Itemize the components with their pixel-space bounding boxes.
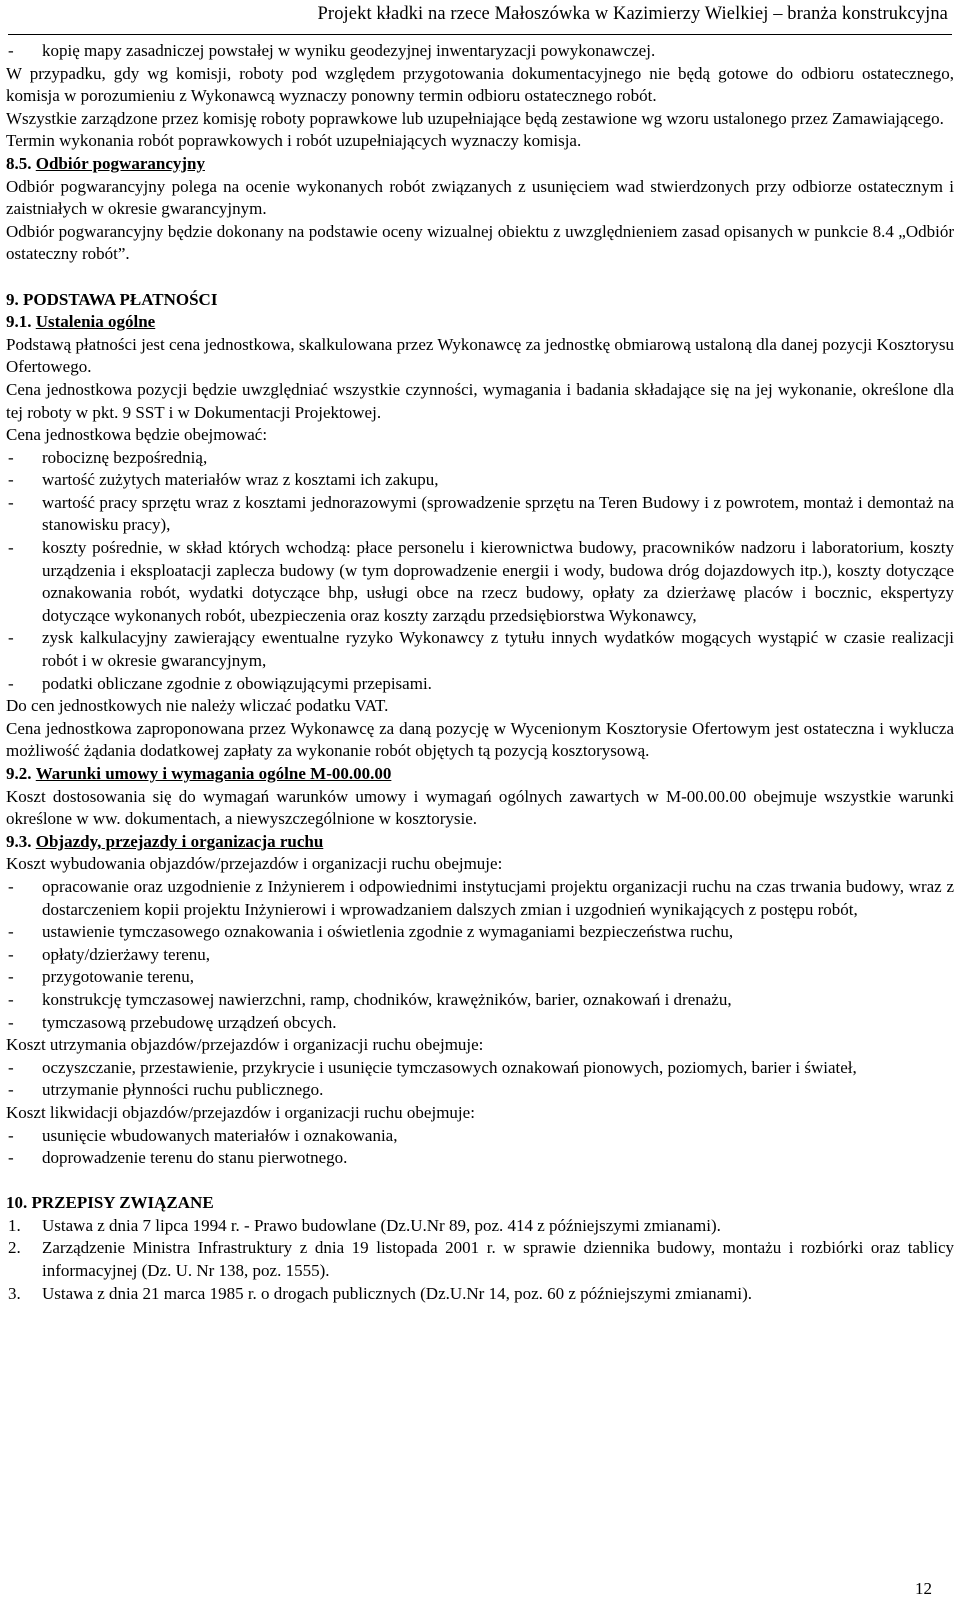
paragraph: Termin wykonania robót poprawkowych i robót uzupełniających wyznaczy komisja. — [6, 131, 582, 151]
list-item-text: tymczasową przebudowę urządzeń obcych. — [42, 1012, 337, 1032]
numbered-item — [6, 1283, 954, 1306]
section-title: Objazdy, przejazdy i organizacja ruchu — [35, 831, 324, 851]
paragraph: Odbiór pogwarancyjny polega na ocenie wykonanych robót związanych z usunięciem wad stwierdzonych przy odbiorze ostatecznym i zaistniałych w okresie gwarancyjnym. — [6, 176, 954, 219]
bullet-marker: - — [8, 1057, 14, 1077]
list-item — [6, 966, 954, 989]
paragraph: Koszt utrzymania objazdów/przejazdów i organizacji ruchu obejmuje: — [6, 1035, 484, 1055]
numbered-item — [6, 1215, 954, 1238]
list-item — [6, 469, 954, 492]
list-item — [6, 876, 954, 921]
page-number: 12 — [915, 1579, 932, 1598]
list-item-text: wartość pracy sprzętu wraz z kosztami jednorazowymi (sprowadzenie sprzętu na Teren Budowy i z powrotem, montaż i demontaż na stanowisku pracy), — [42, 492, 954, 535]
paragraph: Podstawą płatności jest cena jednostkowa, skalkulowana przez Wykonawcę za jednostkę obmiarową ustaloną dla danej pozycji Kosztorysu Ofertowego. — [6, 334, 954, 377]
item-text: Zarządzenie Ministra Infrastruktury z dnia 19 listopada 2001 r. w sprawie dziennika budowy, montażu i rozbiórki oraz tablicy informacyjnej (Dz. U. Nr 138, poz. 1555). — [42, 1238, 954, 1281]
section-heading-9-1 — [6, 311, 954, 334]
paragraph: Cena jednostkowa zaproponowana przez Wykonawcę za daną pozycję w Wycenionym Kosztorysie Ofertowym jest ostateczna i wyklucza możliwość żądania dodatkowej zapłaty za wykonanie robót objętych tą pozycją kosztorysową. — [6, 718, 954, 761]
list-item — [6, 492, 954, 537]
header-title: Projekt kładki na rzece Małoszówka w Kazimierzy Wielkiej – branża konstrukcyjna — [317, 4, 948, 24]
bullet-marker: - — [8, 673, 14, 693]
bullet-marker: - — [8, 538, 14, 558]
list-item-text: wartość zużytych materiałów wraz z kosztami ich zakupu, — [42, 470, 439, 490]
item-text: Ustawa z dnia 7 lipca 1994 r. - Prawo budowlane (Dz.U.Nr 89, poz. 414 z późniejszymi zmianami). — [42, 1215, 721, 1235]
list-item — [6, 1079, 954, 1102]
page-header — [8, 0, 952, 35]
paragraph: Koszt likwidacji objazdów/przejazdów i organizacji ruchu obejmuje: — [6, 1102, 475, 1122]
item-number: 3. — [8, 1283, 21, 1303]
list-item — [6, 944, 954, 967]
list-item — [6, 989, 954, 1012]
item-text: Ustawa z dnia 21 marca 1985 r. o drogach publicznych (Dz.U.Nr 14, poz. 60 z późniejszymi zmianami). — [42, 1283, 752, 1303]
bullet-marker: - — [8, 1012, 14, 1032]
list-item-text: kopię mapy zasadniczej powstałej w wyniku geodezyjnej inwentaryzacji powykonawczej. — [42, 41, 656, 60]
paragraph: Cena jednostkowa będzie obejmować: — [6, 425, 268, 445]
paragraph: Cena jednostkowa pozycji będzie uwzględniać wszystkie czynności, wymagania i badania składające się na jej wykonanie, określone dla tej roboty w pkt. 9 SST i w Dokumentacji Projektowej. — [6, 379, 954, 422]
list-item — [6, 1147, 954, 1170]
paragraph: Koszt wybudowania objazdów/przejazdów i organizacji ruchu obejmuje: — [6, 854, 503, 874]
list-item — [6, 40, 954, 63]
bullet-marker: - — [8, 967, 14, 987]
section-heading-8-5 — [6, 153, 954, 176]
list-item — [6, 1057, 954, 1080]
section-number: 9.2. — [6, 764, 32, 783]
paragraph: Odbiór pogwarancyjny będzie dokonany na podstawie oceny wizualnej obiektu z uwzględnieniem zasad opisanych w punkcie 8.4 „Odbiór ostateczny robót”. — [6, 221, 954, 264]
section-number: 8.5. — [6, 153, 32, 173]
section-title: Ustalenia ogólne — [35, 312, 156, 332]
bullet-marker: - — [8, 1080, 14, 1100]
list-item — [6, 1012, 954, 1035]
spacer — [6, 1170, 954, 1193]
bullet-marker: - — [8, 922, 14, 942]
list-item-text: usunięcie wbudowanych materiałów i oznakowania, — [42, 1125, 398, 1145]
section-heading-9-3 — [6, 831, 954, 854]
list-item-text: zysk kalkulacyjny zawierający ewentualne ryzyko Wykonawcy z tytułu innych wydatków mogących wystąpić w czasie realizacji robót i w okresie gwarancyjnym, — [42, 628, 954, 671]
bullet-marker: - — [8, 989, 14, 1009]
list-item-text: koszty pośrednie, w skład których wchodzą: płace personelu i kierownictwa budowy, pracowników nadzoru i laboratorium, koszty urządzenia i eksploatacji zaplecza budowy (w tym doprowadzenie energii i wody, budowa dróg dojazdowych itp.), koszty dotyczące oznakowania robót, wydatki dotyczące bhp, usługi obce na rzecz budowy, opłaty za dzierżawę placów i bocznic, ekspertyzy dotyczące wykonanych robót, ubezpieczenia oraz koszty zarządu przedsiębiorstwa Wykonawcy, — [42, 538, 954, 625]
section-title: Warunki umowy i wymagania ogólne M-00.00.00 — [35, 764, 392, 783]
bullet-marker: - — [8, 628, 14, 648]
list-item-text: doprowadzenie terenu do stanu pierwotnego. — [42, 1148, 348, 1168]
bullet-marker: - — [8, 41, 14, 60]
item-number: 1. — [8, 1215, 21, 1235]
paragraph: W przypadku, gdy wg komisji, roboty pod względem przygotowania dokumentacyjnego nie będą gotowe do odbioru ostatecznego, komisja w porozumieniu z Wykonawcą wyznaczy ponowny termin odbioru ostatecznego robót. — [6, 63, 954, 106]
section-heading-9-2 — [6, 763, 954, 786]
list-item-text: podatki obliczane zgodnie z obowiązującymi przepisami. — [42, 673, 432, 693]
list-item — [6, 447, 954, 470]
paragraph: Do cen jednostkowych nie należy wliczać podatku VAT. — [6, 696, 389, 716]
list-item-text: opłaty/dzierżawy terenu, — [42, 944, 211, 964]
list-item — [6, 673, 954, 696]
list-item-text: przygotowanie terenu, — [42, 967, 194, 987]
item-number: 2. — [8, 1238, 21, 1258]
list-item — [6, 921, 954, 944]
list-item — [6, 1125, 954, 1148]
bullet-marker: - — [8, 1125, 14, 1145]
section-heading-10: 10. PRZEPISY ZWIĄZANE — [6, 1193, 214, 1213]
list-item — [6, 537, 954, 627]
list-item-text: opracowanie oraz uzgodnienie z Inżynierem i odpowiednimi instytucjami projektu organizacji ruchu na czas trwania budowy, wraz z dostarczeniem kopii projektu Inżynierowi i wprowadzaniem dalszych zmian i uzgodnień wynikających z postępu robót, — [42, 876, 954, 919]
section-title: Odbiór pogwarancyjny — [35, 153, 205, 173]
bullet-marker: - — [8, 447, 14, 467]
document-body — [6, 40, 954, 1305]
bullet-marker: - — [8, 876, 14, 896]
list-item-text: ustawienie tymczasowego oznakowania i oświetlenia zgodnie z wymaganiami bezpieczeństwa ruchu, — [42, 922, 734, 942]
list-item-text: konstrukcję tymczasowej nawierzchni, ramp, chodników, krawężników, barier, oznakowań i drenażu, — [42, 989, 732, 1009]
section-heading-9: 9. PODSTAWA PŁATNOŚCI — [6, 289, 218, 309]
bullet-marker: - — [8, 944, 14, 964]
paragraph: Wszystkie zarządzone przez komisję roboty poprawkowe lub uzupełniające będą zestawione wg wzoru ustalonego przez Zamawiającego. — [6, 108, 944, 128]
bullet-marker: - — [8, 470, 14, 490]
list-item — [6, 627, 954, 672]
spacer — [6, 266, 954, 289]
bullet-marker: - — [8, 1148, 14, 1168]
list-item-text: utrzymanie płynności ruchu publicznego. — [42, 1080, 324, 1100]
list-item-text: oczyszczanie, przestawienie, przykrycie i usunięcie tymczasowych oznakowań pionowych, poziomych, barier i świateł, — [42, 1057, 857, 1077]
paragraph: Koszt dostosowania się do wymagań warunków umowy i wymagań ogólnych zawartych w M-00.00.00 obejmuje wszystkie warunki określone w ww. dokumentach, a niewyszczególnione w kosztorysie. — [6, 786, 954, 829]
list-item-text: robociznę bezpośrednią, — [42, 447, 208, 467]
section-number: 9.3. — [6, 831, 32, 851]
numbered-item — [6, 1237, 954, 1282]
bullet-marker: - — [8, 492, 14, 512]
section-number: 9.1. — [6, 312, 32, 332]
